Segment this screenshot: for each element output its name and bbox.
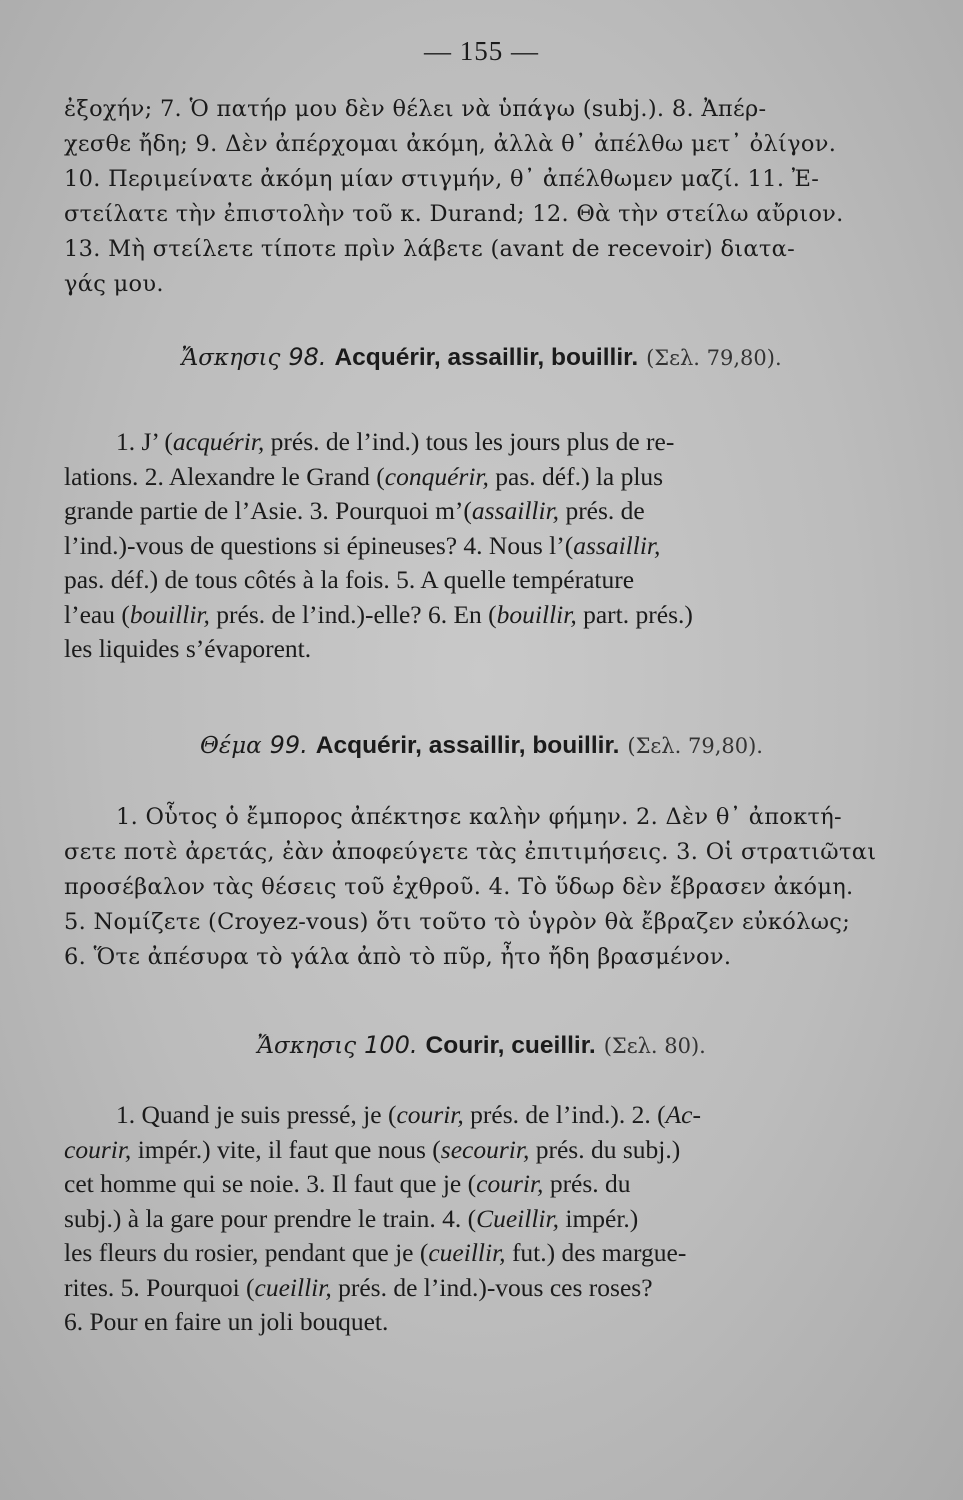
text-line: σετε ποτὲ ἀρετάς, ἐὰν ἀποφεύγετε τὰς ἐπιτιμήσεις. 3. Οἱ στρατιῶται (64, 839, 877, 865)
text-line: pas. déf.) de tous côtés à la fois. 5. A quelle température (64, 565, 635, 594)
text-line: 1. J’ (acquérir, prés. de l’ind.) tous les jours plus de re- (116, 427, 675, 456)
text-line: ἐξοχήν; 7. Ὁ πατήρ μου δὲν θέλει νὰ ὑπάγω (subj.). 8. Ἀπέρ- (64, 96, 767, 122)
text-line: 5. Νομίζετε (Croyez-vous) ὅτι τοῦτο τὸ ὑγρὸν θὰ ἔβραζεν εὐκόλως; (64, 909, 851, 935)
heading-title: Courir, cueillir. (425, 1032, 596, 1059)
text-line: 13. Μὴ στείλετε τίποτε πρὶν λάβετε (avant de recevoir) διατα- (64, 236, 796, 262)
theme-99-heading (0, 730, 963, 760)
text-line: les fleurs du rosier, pendant que je (cueillir, fut.) des margue- (64, 1238, 687, 1267)
heading-title: Acquérir, assaillir, bouillir. (315, 732, 620, 759)
heading-title: Acquérir, assaillir, bouillir. (334, 344, 639, 371)
text-line: lations. 2. Alexandre le Grand (conquérir, pas. déf.) la plus (64, 461, 664, 491)
intro-paragraph (64, 92, 844, 302)
heading-reference: (Σελ. 79,80). (627, 734, 763, 758)
heading-reference: (Σελ. 80). (603, 1034, 706, 1058)
heading-label: Ἄσκησις (181, 345, 281, 371)
text-line: προσέβαλον τὰς θέσεις τοῦ ἐχθροῦ. 4. Τὸ ὕδωρ δὲν ἔβρασεν ἀκόμη. (64, 874, 854, 900)
exercise-100-heading (0, 1030, 963, 1060)
text-line: 1. Quand je suis pressé, je (courir, prés. de l’ind.). 2. (Ac- (116, 1100, 701, 1129)
exercise-98-paragraph (64, 425, 840, 667)
heading-reference: (Σελ. 79,80). (646, 346, 782, 370)
text-line: 6. Ὅτε ἀπέσυρα τὸ γάλα ἀπὸ τὸ πῦρ, ἦτο ἤδη βρασμένον. (64, 944, 732, 970)
text-line: l’ind.)-vous de questions si épineuses? 4. Nous l’(assaillir, (64, 530, 661, 560)
text-line: subj.) à la gare pour prendre le train. 4. (Cueillir, impér.) (64, 1203, 639, 1233)
text-line: 6. Pour en faire un joli bouquet. (64, 1307, 389, 1336)
heading-number: 99. (269, 731, 308, 759)
text-line: l’eau (bouillir, prés. de l’ind.)-elle? 6. En (bouillir, part. prés.) (64, 599, 693, 629)
heading-label: Ἄσκησις (257, 1033, 357, 1059)
page-number: — 155 — (424, 36, 539, 66)
text-line: 1. Οὗτος ὁ ἔμπορος ἀπέκτησε καλὴν φήμην. 2. Δὲν θ᾽ ἀποκτή- (116, 804, 842, 830)
theme-99-paragraph (64, 800, 877, 975)
text-line: rites. 5. Pourquoi (cueillir, prés. de l’ind.)-vous ces roses? (64, 1272, 653, 1302)
text-line: les liquides s’évaporent. (64, 634, 312, 663)
heading-number: 100. (364, 1031, 418, 1059)
text-line: χεσθε ἤδη; 9. Δὲν ἀπέρχομαι ἀκόμη, ἀλλὰ θ᾽ ἀπέλθω μετ᾽ ὀλίγον. (64, 131, 837, 157)
heading-label: Θέμα (200, 733, 262, 759)
text-line: στείλατε τὴν ἐπιστολὴν τοῦ κ. Durand; 12. Θὰ τὴν στείλω αὔριον. (64, 201, 844, 227)
text-line: grande partie de l’Asie. 3. Pourquoi m’(assaillir, prés. de (64, 496, 645, 525)
heading-number: 98. (288, 343, 327, 371)
exercise-100-paragraph (64, 1098, 840, 1340)
exercise-98-heading (0, 342, 963, 372)
text-line: courir, impér.) vite, il faut que nous (secourir, prés. du subj.) (64, 1134, 681, 1164)
text-line: cet homme qui se noie. 3. Il faut que je (courir, prés. du (64, 1169, 631, 1198)
text-line: γάς μου. (64, 271, 164, 297)
text-line: 10. Περιμείνατε ἀκόμη μίαν στιγμήν, θ᾽ ἀπέλθωμεν μαζί. 11. Ἐ- (64, 166, 820, 192)
